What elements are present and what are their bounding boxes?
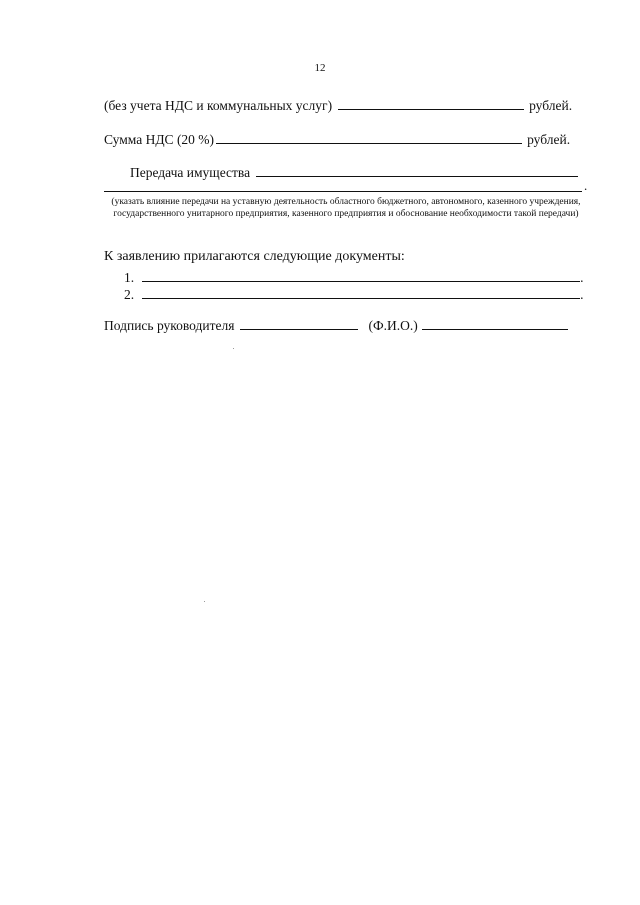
full-name-field[interactable] bbox=[422, 316, 568, 330]
signature-label: Подпись руководителя bbox=[104, 318, 235, 333]
full-name-label: (Ф.И.О.) bbox=[368, 318, 418, 333]
attachment-field[interactable] bbox=[142, 268, 580, 282]
cost-excluding-vat-label: (без учета НДС и коммунальных услуг) bbox=[104, 98, 333, 113]
property-transfer-instruction: (указать влияние передачи на уставную деятельность областного бюджетного, автономного, казенного учреждения, государственного унитарного предприятия, казенного предприятия и обоснование необходимости такой передачи) bbox=[111, 197, 581, 219]
signature-field[interactable] bbox=[240, 316, 358, 330]
page-number: 12 bbox=[314, 62, 326, 74]
cost-amount-field[interactable] bbox=[338, 96, 524, 110]
attachment-field[interactable] bbox=[142, 285, 580, 299]
scan-speck bbox=[233, 348, 234, 349]
vat-amount-field[interactable] bbox=[216, 130, 522, 144]
cost-currency-label: рублей. bbox=[529, 98, 573, 113]
scan-speck bbox=[204, 601, 205, 602]
attachment-end-mark: . bbox=[580, 270, 584, 285]
property-transfer-field[interactable] bbox=[256, 163, 578, 177]
property-transfer-continuation-field[interactable] bbox=[104, 191, 582, 192]
vat-amount-line bbox=[104, 130, 570, 148]
attachment-number: 1. bbox=[124, 270, 135, 285]
signature-line bbox=[104, 316, 568, 334]
attachments-heading: К заявлению прилагаются следующие документы: bbox=[104, 249, 405, 264]
attachment-item bbox=[124, 285, 584, 303]
attachment-end-mark: . bbox=[580, 287, 584, 302]
attachment-item bbox=[124, 268, 584, 286]
vat-currency-label: рублей. bbox=[527, 132, 571, 147]
property-transfer-line bbox=[130, 163, 578, 181]
vat-amount-label: Сумма НДС (20 %) bbox=[104, 132, 215, 147]
attachment-number: 2. bbox=[124, 287, 135, 302]
cost-excluding-vat-line bbox=[104, 96, 572, 114]
property-transfer-label: Передача имущества bbox=[130, 165, 251, 180]
property-transfer-end-mark: . bbox=[584, 178, 588, 193]
